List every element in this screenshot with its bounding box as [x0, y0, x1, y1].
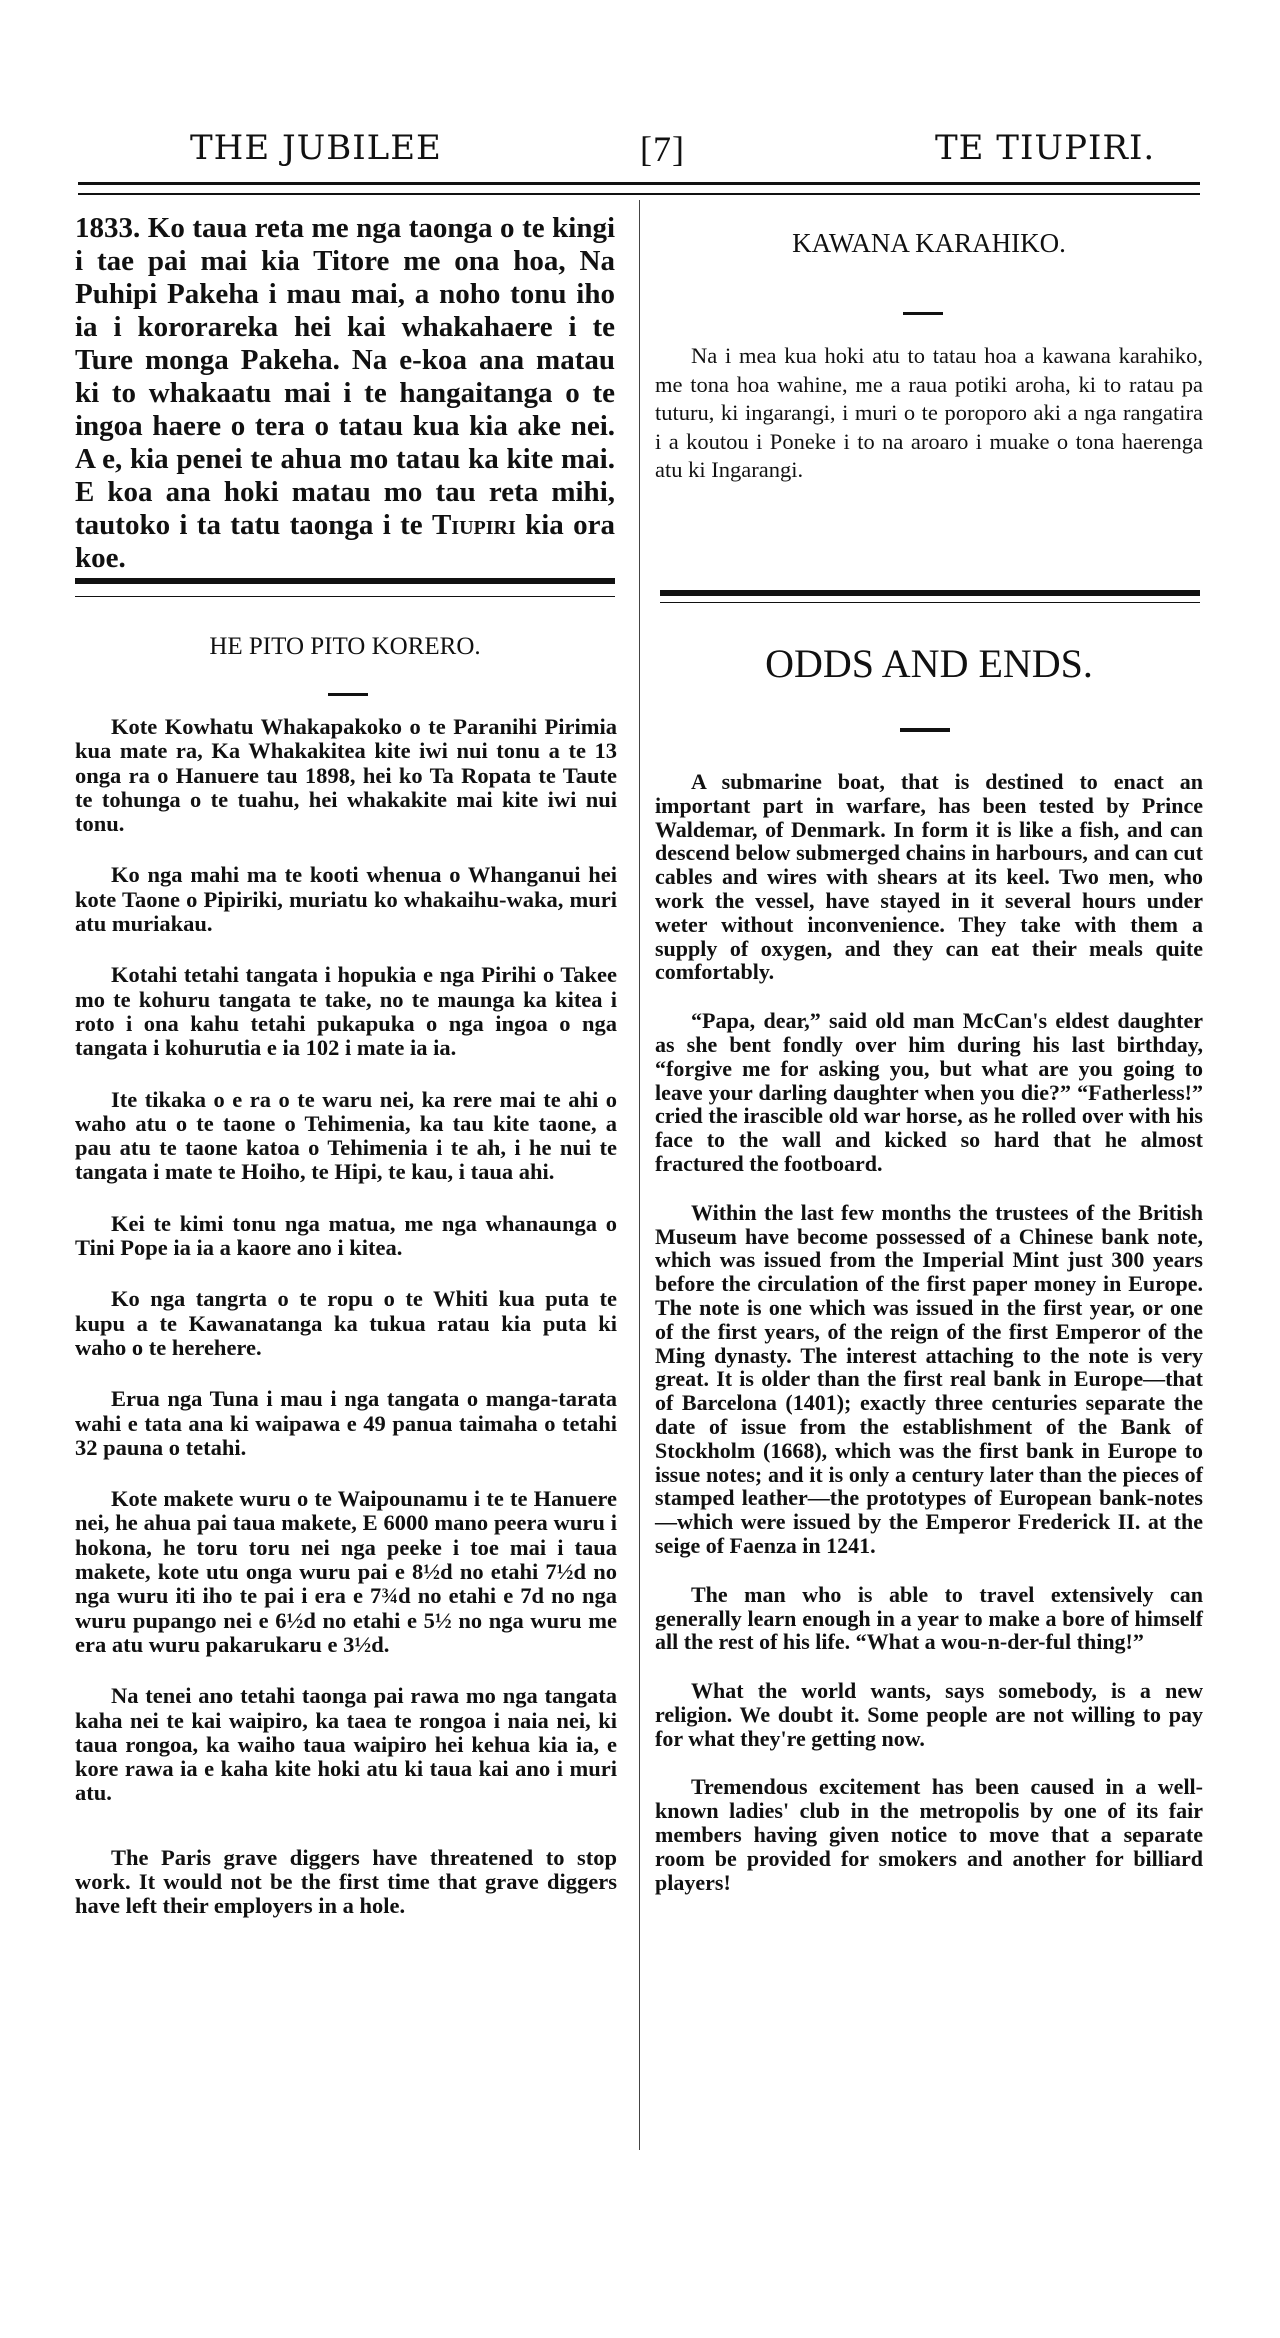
paragraph: The Paris grave diggers have threatened to stop work. It would not be the first time that grave diggers have left their employers in a hole.: [75, 1844, 617, 1919]
kawana-article: [655, 342, 1203, 507]
paragraph: The man who is able to travel extensively can generally learn enough in a year to make a bore of himself all the rest of his life. “What a wou-n-der-ful thing!”: [655, 1581, 1203, 1655]
paragraph: Ite tikaka o e ra o te waru nei, ka rere mai te ahi o waho atu o te taone o Tehimenia, ka tau kite taone, a pau atu te taone katoa o Tehimenia i te ah, i he nui te tangata i mate te Hoiho, te Hipi, te kau, i taua ahi.: [75, 1086, 617, 1185]
header-rule-2: [78, 193, 1200, 195]
paragraph: “Papa, dear,” said old man McCan's eldest daughter as she bent fondly over him during his last birthday, “forgive me for asking you, but what are you going to leave your darling daughter when you die?” “Fatherless!” cried the irascible old war horse, as he rolled over with his face to the wall and kicked so hard that he almost fractured the footboard.: [655, 1008, 1203, 1176]
paragraph: Tremendous excitement has been caused in a well-known ladies' club in the metropolis by one of its fair members having given notice to move that a separate room be provided for smokers and another for billiard players!: [655, 1774, 1203, 1895]
paragraph: A submarine boat, that is destined to enact an important part in warfare, has been tested by Prince Waldemar, of Denmark. In form it is like a fish, and can descend below submerged chains in harbours, and can cut cables and wires with shears at its keel. Two men, who work the vessel, have stayed in it several hours under weter without inconvenience. They take with them a supply of oxygen, and they can eat their meals quite comfortably.: [655, 769, 1203, 985]
paragraph: Ko nga mahi ma te kooti whenua o Whanganui hei kote Taone o Pipiriki, muriatu ko whakaihu-waka, muri atu muriakau.: [75, 862, 617, 937]
section-rule: [75, 578, 615, 584]
column-divider: [639, 200, 640, 2150]
paragraph: Erua nga Tuna i mau i nga tangata o manga-tarata wahi e tata ana ki waipawa e 49 panua taimaha o tetahi 32 pauna o tetahi.: [75, 1386, 617, 1460]
intro-text-end: kia ora koe.: [75, 509, 615, 574]
kawana-title: KAWANA KARAHIKO.: [792, 228, 1066, 258]
paragraph: What the world wants, says somebody, is a new religion. We doubt it. Some people are not willing to pay for what they're getting now.: [655, 1678, 1203, 1751]
paragraph: Within the last few months the trustees of the British Museum have become possessed of a Chinese bank note, which was issued from the Imperial Mint just 300 years before the circulation of the first paper money in Europe. The note is one which was issued in the first year, or one of the first years, of the reign of the first Emperor of the Ming dynasty. The interest attaching to the note is very great. It is older than the first real bank in Europe—that of Barcelona (1401); exactly three centuries separate the date of issue from the establishment of the Bank of Stockholm (1668), which was the first bank in Europe to issue notes; and it is only a century later than the pieces of stamped leather—the prototypes of European bank-notes—which were issued by the Emperor Frederick II. at the seige of Faenza in 1241.: [655, 1199, 1203, 1558]
odds-column: [655, 770, 1203, 1919]
intro-letter: [75, 212, 615, 597]
paragraph: Na i mea kua hoki atu to tatau hoa a kawana karahiko, me tona hoa wahine, me a raua potiki aroha, ki to ratau pa tuturu, ki ingarangi, i muri o te poroporo aki a nga rangatira i a koutou i Poneke i to na aroaro i muake o tona haerenga atu ki Ingarangi.: [655, 343, 1203, 482]
paragraph: Kote makete wuru o te Waipounamu i te te Hanuere nei, he ahua pai taua makete, E 6000 mano peera wuru i hokona, he toru toru nei nga peeke i toe mai i taua makete, kote utu onga wuru pai e 8½d no etahi 7½d no nga wuru iti iho te pai i era e 7¾d no etahi e 7d no nga wuru pupango nei e 6½d no etahi e 5½ no nga wuru me era atu wuru pakarukaru e 3½d.: [75, 1486, 617, 1657]
running-head-left: THE JUBILEE: [190, 128, 442, 168]
header-rule: [78, 182, 1200, 185]
paragraph: Kotahi tetahi tangata i hopukia e nga Pirihi o Takee mo te kohuru tangata te take, no te maunga ka kitea i roto i ona kahu tetahi pukapuka o nga ingoa o nga tangata i kohurutia e ia 102 i mate ia ia.: [75, 962, 617, 1061]
running-head-right: TE TIUPIRI.: [935, 128, 1156, 168]
pito-title: HE PITO PITO KORERO.: [209, 633, 481, 660]
page-number: [7]: [640, 129, 685, 169]
pito-column: [75, 715, 617, 1946]
title-dash: [903, 312, 943, 315]
paragraph: Kote Kowhatu Whakapakoko o te Paranihi Pirimia kua mate ra, Ka Whakakitea kite iwi nui tonu a te 13 onga ra o Hanuere tau 1898, hei ko Ta Ropata te Taute te tohunga o te tuahu, hei whakakite mai kite iwi nui tonu.: [75, 714, 617, 837]
paragraph: Kei te kimi tonu nga matua, me nga whanaunga o Tini Pope ia ia a kaore ano i kitea.: [75, 1210, 617, 1261]
paragraph: Na tenei ano tetahi taonga pai rawa mo nga tangata kaha nei te kai waipiro, ka taea te rongoa i naia nei, ki taua rongoa, ka waiho taua waipiro hei kehua kia ia, e kore rawa ia e kaha kite hoki atu ki taua kai ano i muri atu.: [75, 1683, 617, 1806]
intro-text: 1833. Ko taua reta me nga taonga o te kingi i tae pai mai kia Titore me ona hoa, Na Puhipi Pakeha i mau mai, a noho tonu iho ia i kororareka hei kai whakahaere i te Ture monga Pakeha. Na e-koa ana matau ki to whakaatu mai i te hangaitanga o te ingoa haere o tera o tatau kua kia ake nei. A e, kia penei te ahua mo tatau ka kite mai. E koa ana hoki matau mo tau reta mihi, tautoko i ta tatu taonga i te: [75, 212, 615, 541]
section-rule-thin: [660, 602, 1200, 603]
section-rule: [660, 590, 1200, 596]
intro-smallcaps: Tiupiri: [431, 509, 516, 541]
paragraph: Ko nga tangrta o te ropu o te Whiti kua puta te kupu a te Kawanatanga ka tukua ratau kia puta ki waho o te herehere.: [75, 1286, 617, 1360]
title-dash: [328, 693, 368, 696]
odds-title: ODDS AND ENDS.: [765, 641, 1093, 686]
section-rule-thin: [75, 596, 615, 597]
title-dash: [900, 728, 950, 732]
